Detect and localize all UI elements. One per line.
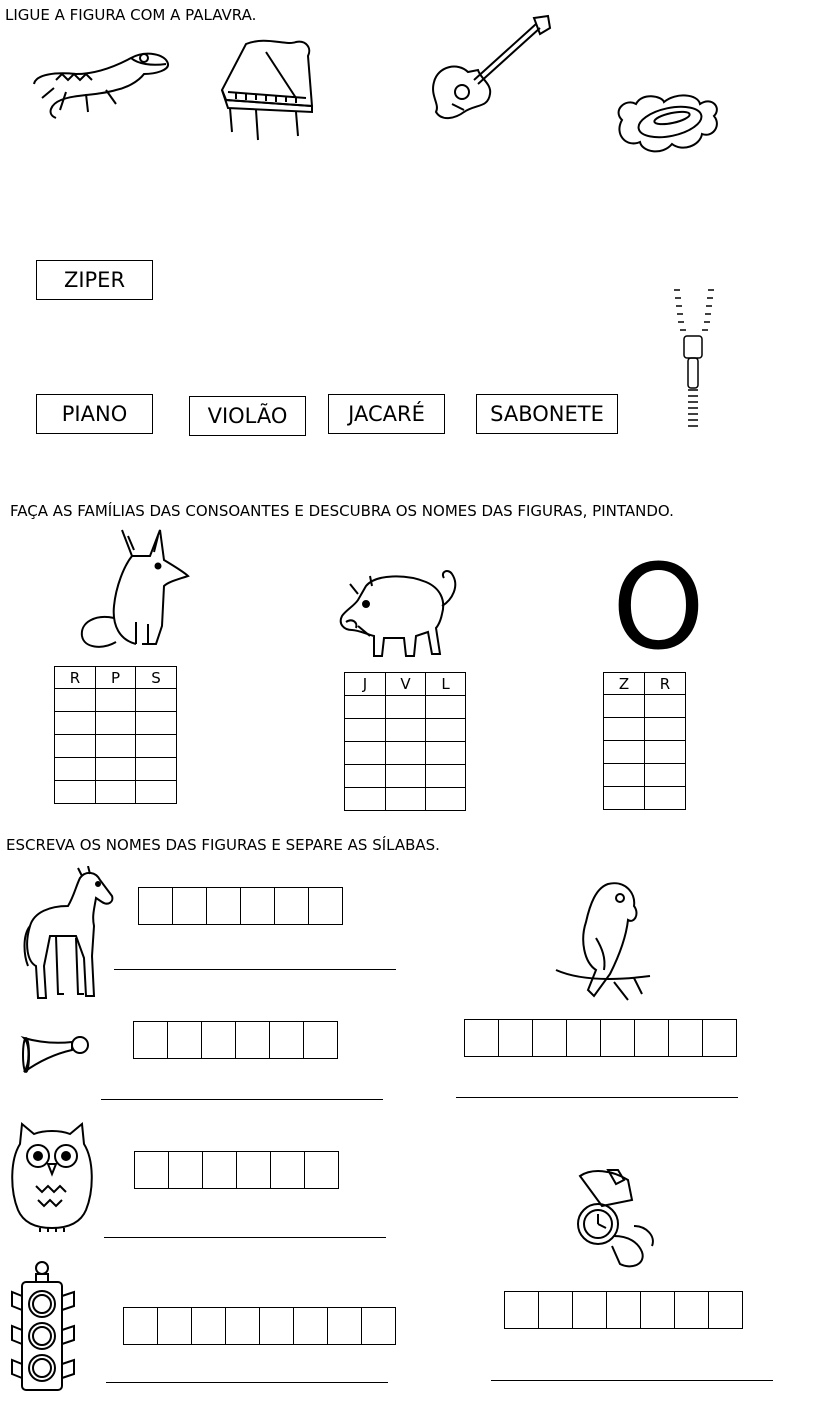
family-cell[interactable] bbox=[345, 742, 386, 765]
letter-box[interactable] bbox=[674, 1291, 709, 1329]
instruction-syllables: ESCREVA OS NOMES DAS FIGURAS E SEPARE AS SÍLABAS. bbox=[6, 836, 440, 854]
letter-box[interactable] bbox=[236, 1151, 271, 1189]
letter-box[interactable] bbox=[274, 887, 309, 925]
horn-icon bbox=[20, 1032, 92, 1076]
letter-box[interactable] bbox=[138, 887, 173, 925]
piano-icon bbox=[216, 36, 322, 142]
family-cell[interactable] bbox=[604, 695, 645, 718]
letter-box[interactable] bbox=[235, 1021, 270, 1059]
instruction-connect: LIGUE A FIGURA COM A PALAVRA. bbox=[5, 6, 257, 24]
family-cell[interactable] bbox=[386, 742, 426, 765]
family-cell[interactable] bbox=[604, 764, 645, 787]
letter-box[interactable] bbox=[640, 1291, 675, 1329]
letter-box[interactable] bbox=[240, 887, 275, 925]
letter-box[interactable] bbox=[201, 1021, 236, 1059]
letter-box[interactable] bbox=[270, 1151, 305, 1189]
watch-icon bbox=[572, 1166, 658, 1272]
owl-icon bbox=[10, 1120, 94, 1232]
letter-box[interactable] bbox=[464, 1019, 499, 1057]
family-cell[interactable] bbox=[96, 689, 136, 712]
word-violao: VIOLÃO bbox=[189, 396, 306, 436]
family-cell[interactable] bbox=[96, 735, 136, 758]
family-cell[interactable] bbox=[136, 758, 177, 781]
syllable-line[interactable] bbox=[456, 1097, 738, 1098]
family-cell[interactable] bbox=[645, 741, 686, 764]
family-table-jvl bbox=[344, 672, 466, 811]
family-cell[interactable] bbox=[426, 696, 466, 719]
family-cell[interactable] bbox=[345, 788, 386, 811]
letter-box[interactable] bbox=[566, 1019, 601, 1057]
family-cell[interactable] bbox=[96, 712, 136, 735]
letter-box[interactable] bbox=[606, 1291, 641, 1329]
letter-box[interactable] bbox=[206, 887, 241, 925]
family-cell[interactable] bbox=[136, 712, 177, 735]
letter-box[interactable] bbox=[538, 1291, 573, 1329]
family-cell[interactable] bbox=[55, 735, 96, 758]
letter-box[interactable] bbox=[504, 1291, 539, 1329]
family-cell[interactable] bbox=[345, 719, 386, 742]
family-cell[interactable] bbox=[604, 718, 645, 741]
family-cell[interactable] bbox=[96, 781, 136, 804]
family-table-rps bbox=[54, 666, 177, 804]
family-cell[interactable] bbox=[55, 712, 96, 735]
word-jacare: JACARÉ bbox=[328, 394, 445, 434]
fox-icon bbox=[76, 526, 190, 650]
family-cell[interactable] bbox=[136, 735, 177, 758]
family-cell[interactable] bbox=[645, 695, 686, 718]
parrot-icon bbox=[554, 878, 654, 1008]
letter-box[interactable] bbox=[498, 1019, 533, 1057]
syllable-line[interactable] bbox=[101, 1099, 383, 1100]
family-cell[interactable] bbox=[55, 689, 96, 712]
horse-icon bbox=[20, 866, 116, 1004]
family-header: J bbox=[345, 673, 386, 696]
family-header: Z bbox=[604, 673, 645, 695]
letter-boxes[interactable] bbox=[138, 887, 343, 925]
letter-box[interactable] bbox=[303, 1021, 338, 1059]
family-cell[interactable] bbox=[426, 765, 466, 788]
letter-box[interactable] bbox=[167, 1021, 202, 1059]
letter-boxes[interactable] bbox=[464, 1019, 737, 1057]
guitar-icon bbox=[428, 12, 554, 124]
family-cell[interactable] bbox=[345, 765, 386, 788]
traffic-light-icon bbox=[8, 1260, 78, 1394]
zipper-icon bbox=[668, 286, 720, 430]
letter-box[interactable] bbox=[327, 1307, 362, 1345]
family-cell[interactable] bbox=[426, 788, 466, 811]
word-ziper: ZIPER bbox=[36, 260, 153, 300]
letter-box[interactable] bbox=[572, 1291, 607, 1329]
letter-box[interactable] bbox=[532, 1019, 567, 1057]
letter-box[interactable] bbox=[133, 1021, 168, 1059]
family-cell[interactable] bbox=[55, 781, 96, 804]
letter-box[interactable] bbox=[702, 1019, 737, 1057]
letter-box[interactable] bbox=[259, 1307, 294, 1345]
syllable-line[interactable] bbox=[106, 1382, 388, 1383]
instruction-families: FAÇA AS FAMÍLIAS DAS CONSOANTES E DESCUBRA OS NOMES DAS FIGURAS, PINTANDO. bbox=[10, 502, 674, 520]
letter-box[interactable] bbox=[191, 1307, 226, 1345]
family-cell[interactable] bbox=[136, 689, 177, 712]
letter-box[interactable] bbox=[134, 1151, 169, 1189]
letter-box[interactable] bbox=[157, 1307, 192, 1345]
family-header: S bbox=[136, 667, 177, 689]
family-header: R bbox=[55, 667, 96, 689]
family-cell[interactable] bbox=[386, 788, 426, 811]
letter-box[interactable] bbox=[123, 1307, 158, 1345]
letter-boxes[interactable] bbox=[133, 1021, 338, 1059]
syllable-line[interactable] bbox=[491, 1380, 773, 1381]
syllable-line[interactable] bbox=[104, 1237, 386, 1238]
letter-box[interactable] bbox=[634, 1019, 669, 1057]
letter-boxes[interactable] bbox=[134, 1151, 339, 1189]
letter-boxes[interactable] bbox=[123, 1307, 396, 1345]
letter-box[interactable] bbox=[293, 1307, 328, 1345]
family-cell[interactable] bbox=[426, 742, 466, 765]
family-cell[interactable] bbox=[136, 781, 177, 804]
family-cell[interactable] bbox=[604, 741, 645, 764]
family-cell[interactable] bbox=[345, 696, 386, 719]
letter-box[interactable] bbox=[361, 1307, 396, 1345]
letter-box[interactable] bbox=[708, 1291, 743, 1329]
boar-icon bbox=[336, 566, 462, 660]
family-cell[interactable] bbox=[604, 787, 645, 810]
soap-icon bbox=[612, 90, 722, 158]
letter-box[interactable] bbox=[600, 1019, 635, 1057]
family-cell[interactable] bbox=[55, 758, 96, 781]
family-table-zr bbox=[603, 672, 686, 810]
letter-box[interactable] bbox=[168, 1151, 203, 1189]
alligator-icon bbox=[26, 44, 172, 122]
big-letter-o: O bbox=[612, 538, 705, 676]
family-cell[interactable] bbox=[426, 719, 466, 742]
letter-box[interactable] bbox=[225, 1307, 260, 1345]
family-cell[interactable] bbox=[645, 764, 686, 787]
family-cell[interactable] bbox=[645, 718, 686, 741]
syllable-line[interactable] bbox=[114, 969, 396, 970]
family-cell[interactable] bbox=[96, 758, 136, 781]
word-sabonete: SABONETE bbox=[476, 394, 618, 434]
letter-box[interactable] bbox=[668, 1019, 703, 1057]
family-cell[interactable] bbox=[386, 765, 426, 788]
family-header: P bbox=[96, 667, 136, 689]
word-piano: PIANO bbox=[36, 394, 153, 434]
family-cell[interactable] bbox=[645, 787, 686, 810]
family-cell[interactable] bbox=[386, 696, 426, 719]
family-header: R bbox=[645, 673, 686, 695]
family-header: L bbox=[426, 673, 466, 696]
letter-box[interactable] bbox=[202, 1151, 237, 1189]
family-cell[interactable] bbox=[386, 719, 426, 742]
letter-boxes[interactable] bbox=[504, 1291, 743, 1329]
family-header: V bbox=[386, 673, 426, 696]
letter-box[interactable] bbox=[269, 1021, 304, 1059]
letter-box[interactable] bbox=[172, 887, 207, 925]
letter-box[interactable] bbox=[308, 887, 343, 925]
letter-box[interactable] bbox=[304, 1151, 339, 1189]
